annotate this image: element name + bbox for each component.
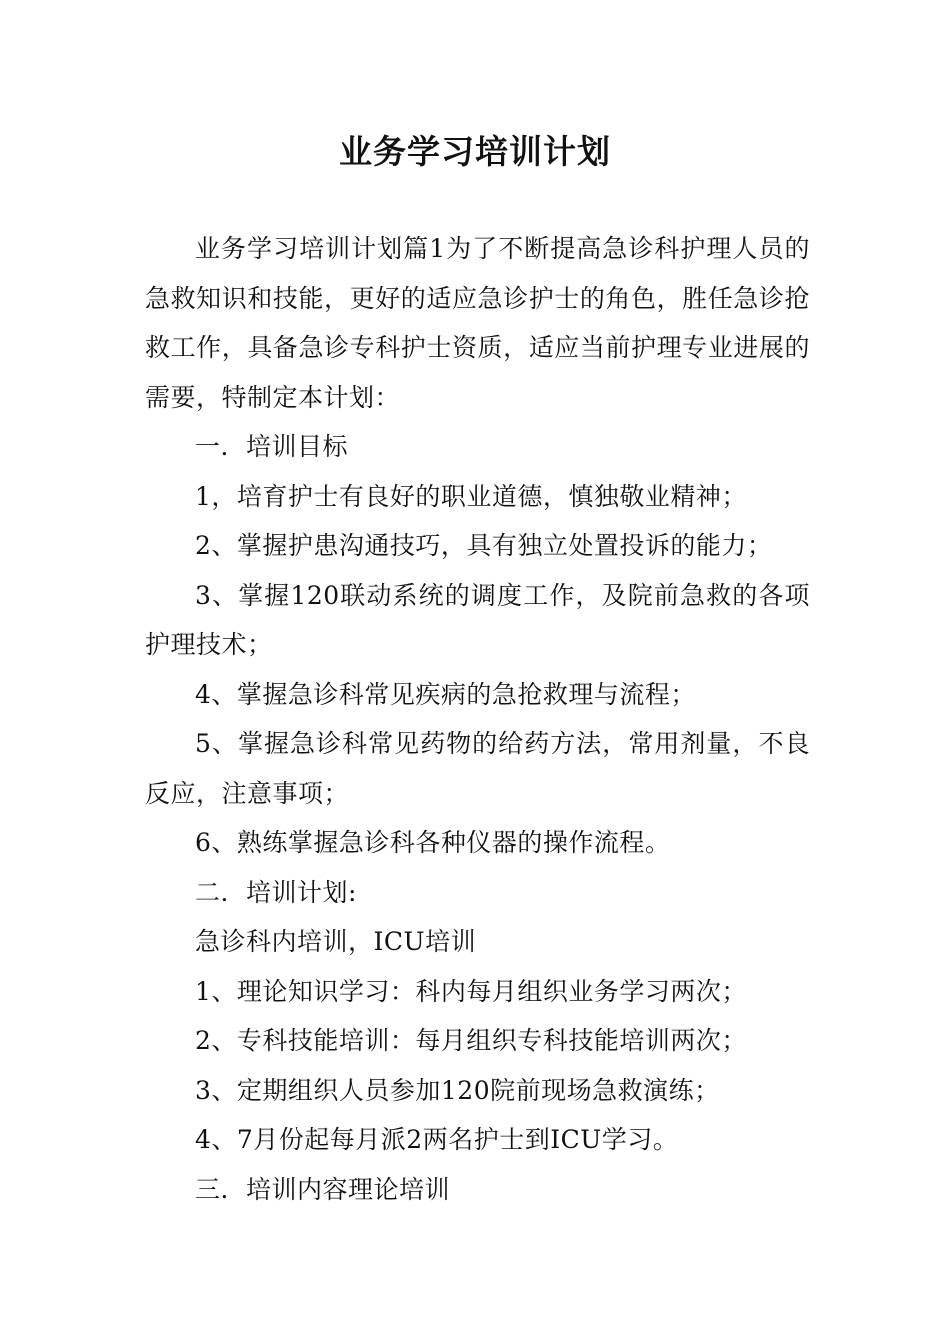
heading-training-plan: 二．培训计划: <box>195 877 357 907</box>
list-item: 2、专科技能培训：每月组织专科技能培训两次； <box>195 1026 747 1055</box>
heading-training-content: 三．培训内容理论培训 <box>195 1174 451 1204</box>
list-item: 1、理论知识学习：科内每月组织业务学习两次； <box>195 976 747 1006</box>
list-item: 3、掌握120联动系统的调度工作，及院前急救的各项护理技术； <box>145 580 810 659</box>
list-item: 5、掌握急诊科常见药物的给药方法，常用剂量，不良反应，注意事项； <box>145 729 810 808</box>
paragraph-training-scope: 急诊科内培训，ICU培训 <box>195 927 477 956</box>
list-item: 2、掌握护患沟通技巧，具有独立处置投诉的能力； <box>195 531 773 560</box>
heading-training-goals: 一．培训目标 <box>195 432 349 461</box>
document-body <box>145 224 810 1214</box>
list-item: 4、7月份起每月派2两名护士到ICU学习。 <box>195 1125 679 1154</box>
document-title: 业务学习培训计划 <box>339 132 611 171</box>
list-item: 6、熟练掌握急诊科各种仪器的操作流程。 <box>195 828 671 857</box>
list-item: 3、定期组织人员参加120院前现场急救演练； <box>195 1075 720 1105</box>
list-item: 1，培育护士有良好的职业道德，慎独敬业精神； <box>195 481 747 511</box>
paragraph-intro: 业务学习培训计划篇1为了不断提高急诊科护理人员的急救知识和技能，更好的适应急诊护士的角色，胜任急诊抢救工作，具备急诊专科护士资质，适应当前护理专业进展的需要，特制定本计划： <box>145 234 810 412</box>
list-item: 4、掌握急诊科常见疾病的急抢救理与流程； <box>195 679 696 709</box>
